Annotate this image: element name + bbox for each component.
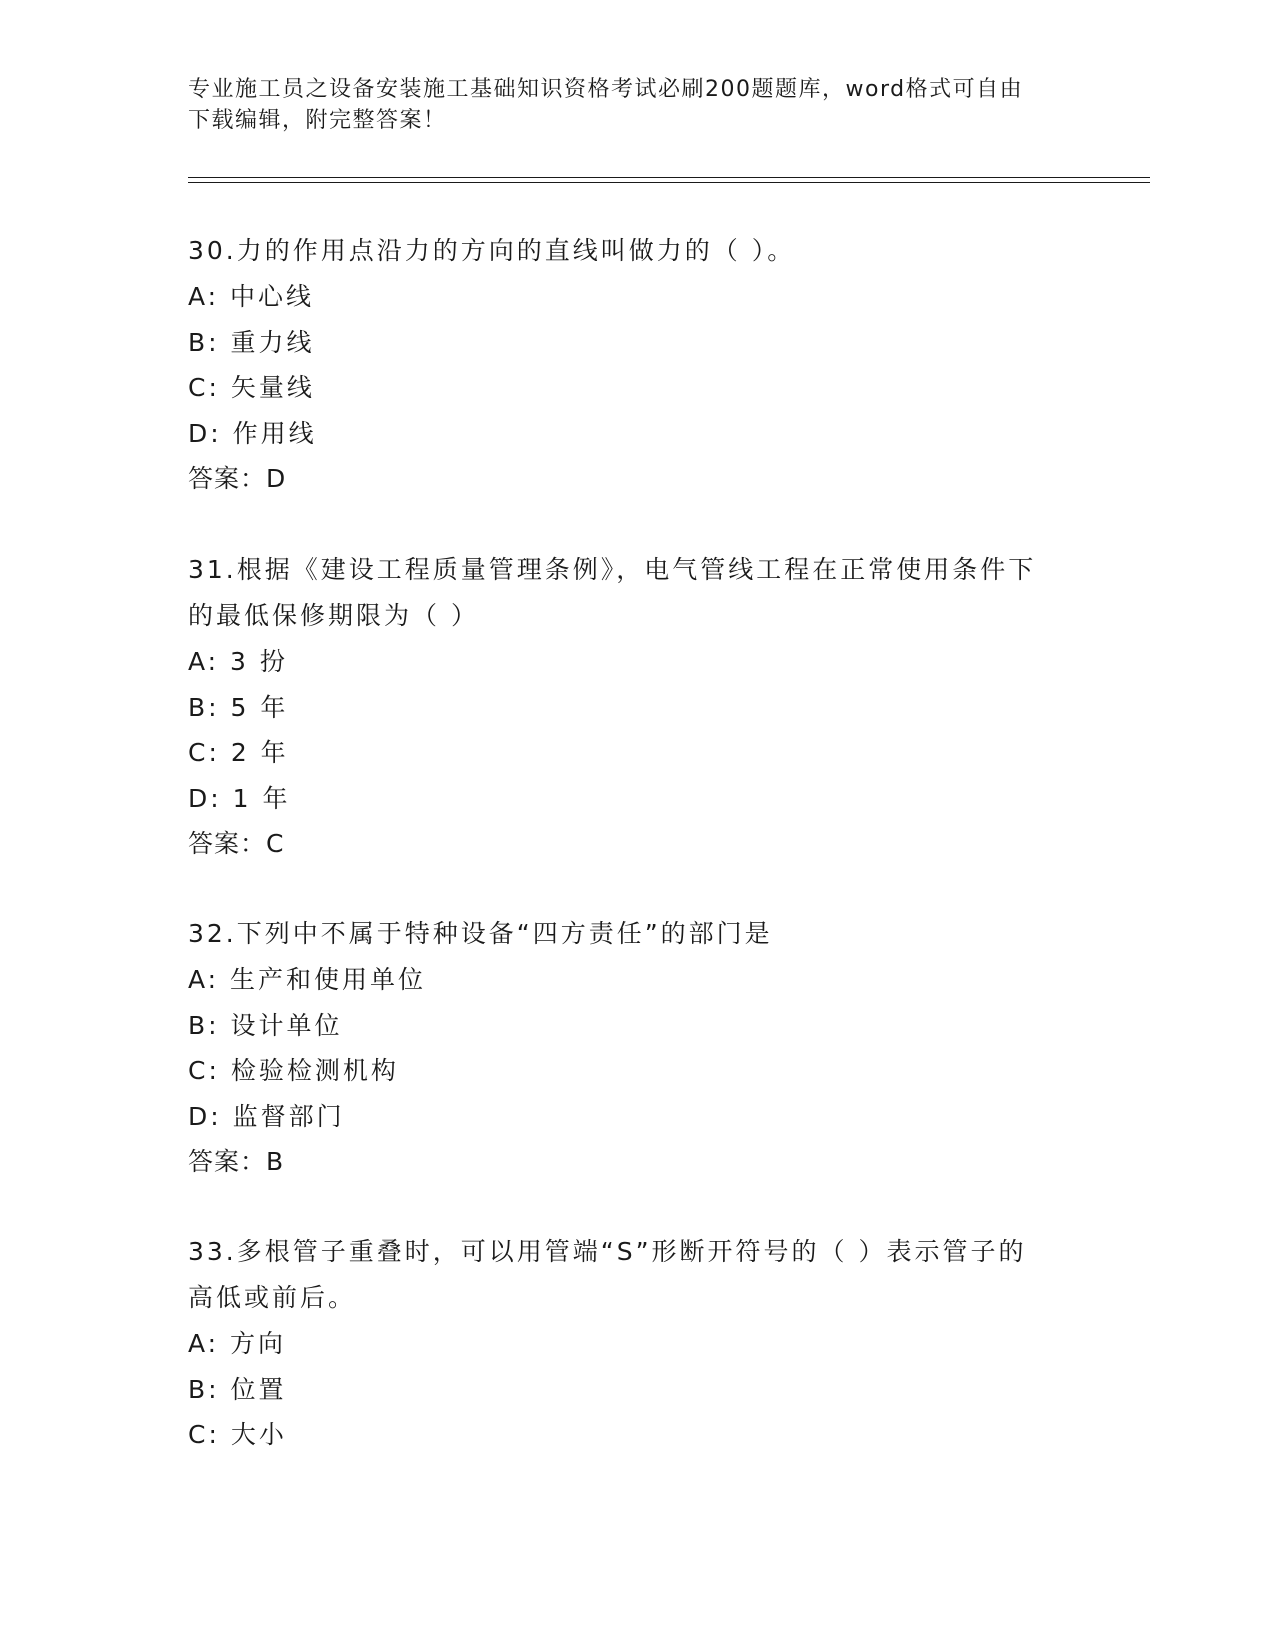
question-stem: 32.下列中不属于特种设备“四方责任”的部门是	[188, 919, 773, 948]
header-rule-bottom	[188, 182, 1150, 183]
answer: 答案：C	[188, 829, 285, 858]
question-stem-continued: 高低或前后。	[188, 1283, 357, 1312]
option-a: A: 中心线	[188, 282, 315, 311]
option-c: C: 矢量线	[188, 373, 315, 402]
header-title-line2: 下载编辑，附完整答案！	[188, 108, 447, 133]
option-c: C: 检验检测机构	[188, 1056, 399, 1085]
header-rule-top	[188, 177, 1150, 178]
option-b: B: 重力线	[188, 327, 315, 357]
question-stem: 30.力的作用点沿力的方向的直线叫做力的（ ）。	[188, 236, 796, 265]
header-title-line1: 专业施工员之设备安装施工基础知识资格考试必刷200题题库，word格式可自由	[188, 77, 1024, 102]
option-a: A: 生产和使用单位	[188, 965, 427, 994]
answer: 答案：B	[188, 1147, 285, 1176]
option-d: D: 作用线	[188, 418, 317, 448]
option-c: C: 2 年	[188, 738, 289, 767]
option-a: A: 方向	[188, 1329, 287, 1358]
question-30	[188, 228, 1088, 502]
question-32	[188, 911, 1088, 1185]
question-stem: 33.多根管子重叠时，可以用管端“S”形断开符号的（ ）表示管子的	[188, 1237, 1027, 1266]
question-stem: 31.根据《建设工程质量管理条例》，电气管线工程在正常使用条件下	[188, 555, 1037, 584]
option-b: B: 5 年	[188, 692, 289, 722]
option-b: B: 位置	[188, 1374, 287, 1404]
option-d: D: 1 年	[188, 783, 291, 813]
question-31	[188, 547, 1088, 867]
option-d: D: 监督部门	[188, 1101, 345, 1131]
option-a: A: 3 扮	[188, 647, 288, 676]
option-b: B: 设计单位	[188, 1010, 343, 1040]
question-33	[188, 1229, 1088, 1458]
question-stem-continued: 的最低保修期限为（ ）	[188, 601, 479, 630]
option-c: C: 大小	[188, 1420, 287, 1449]
document-header	[188, 74, 1068, 136]
answer: 答案：D	[188, 464, 287, 493]
